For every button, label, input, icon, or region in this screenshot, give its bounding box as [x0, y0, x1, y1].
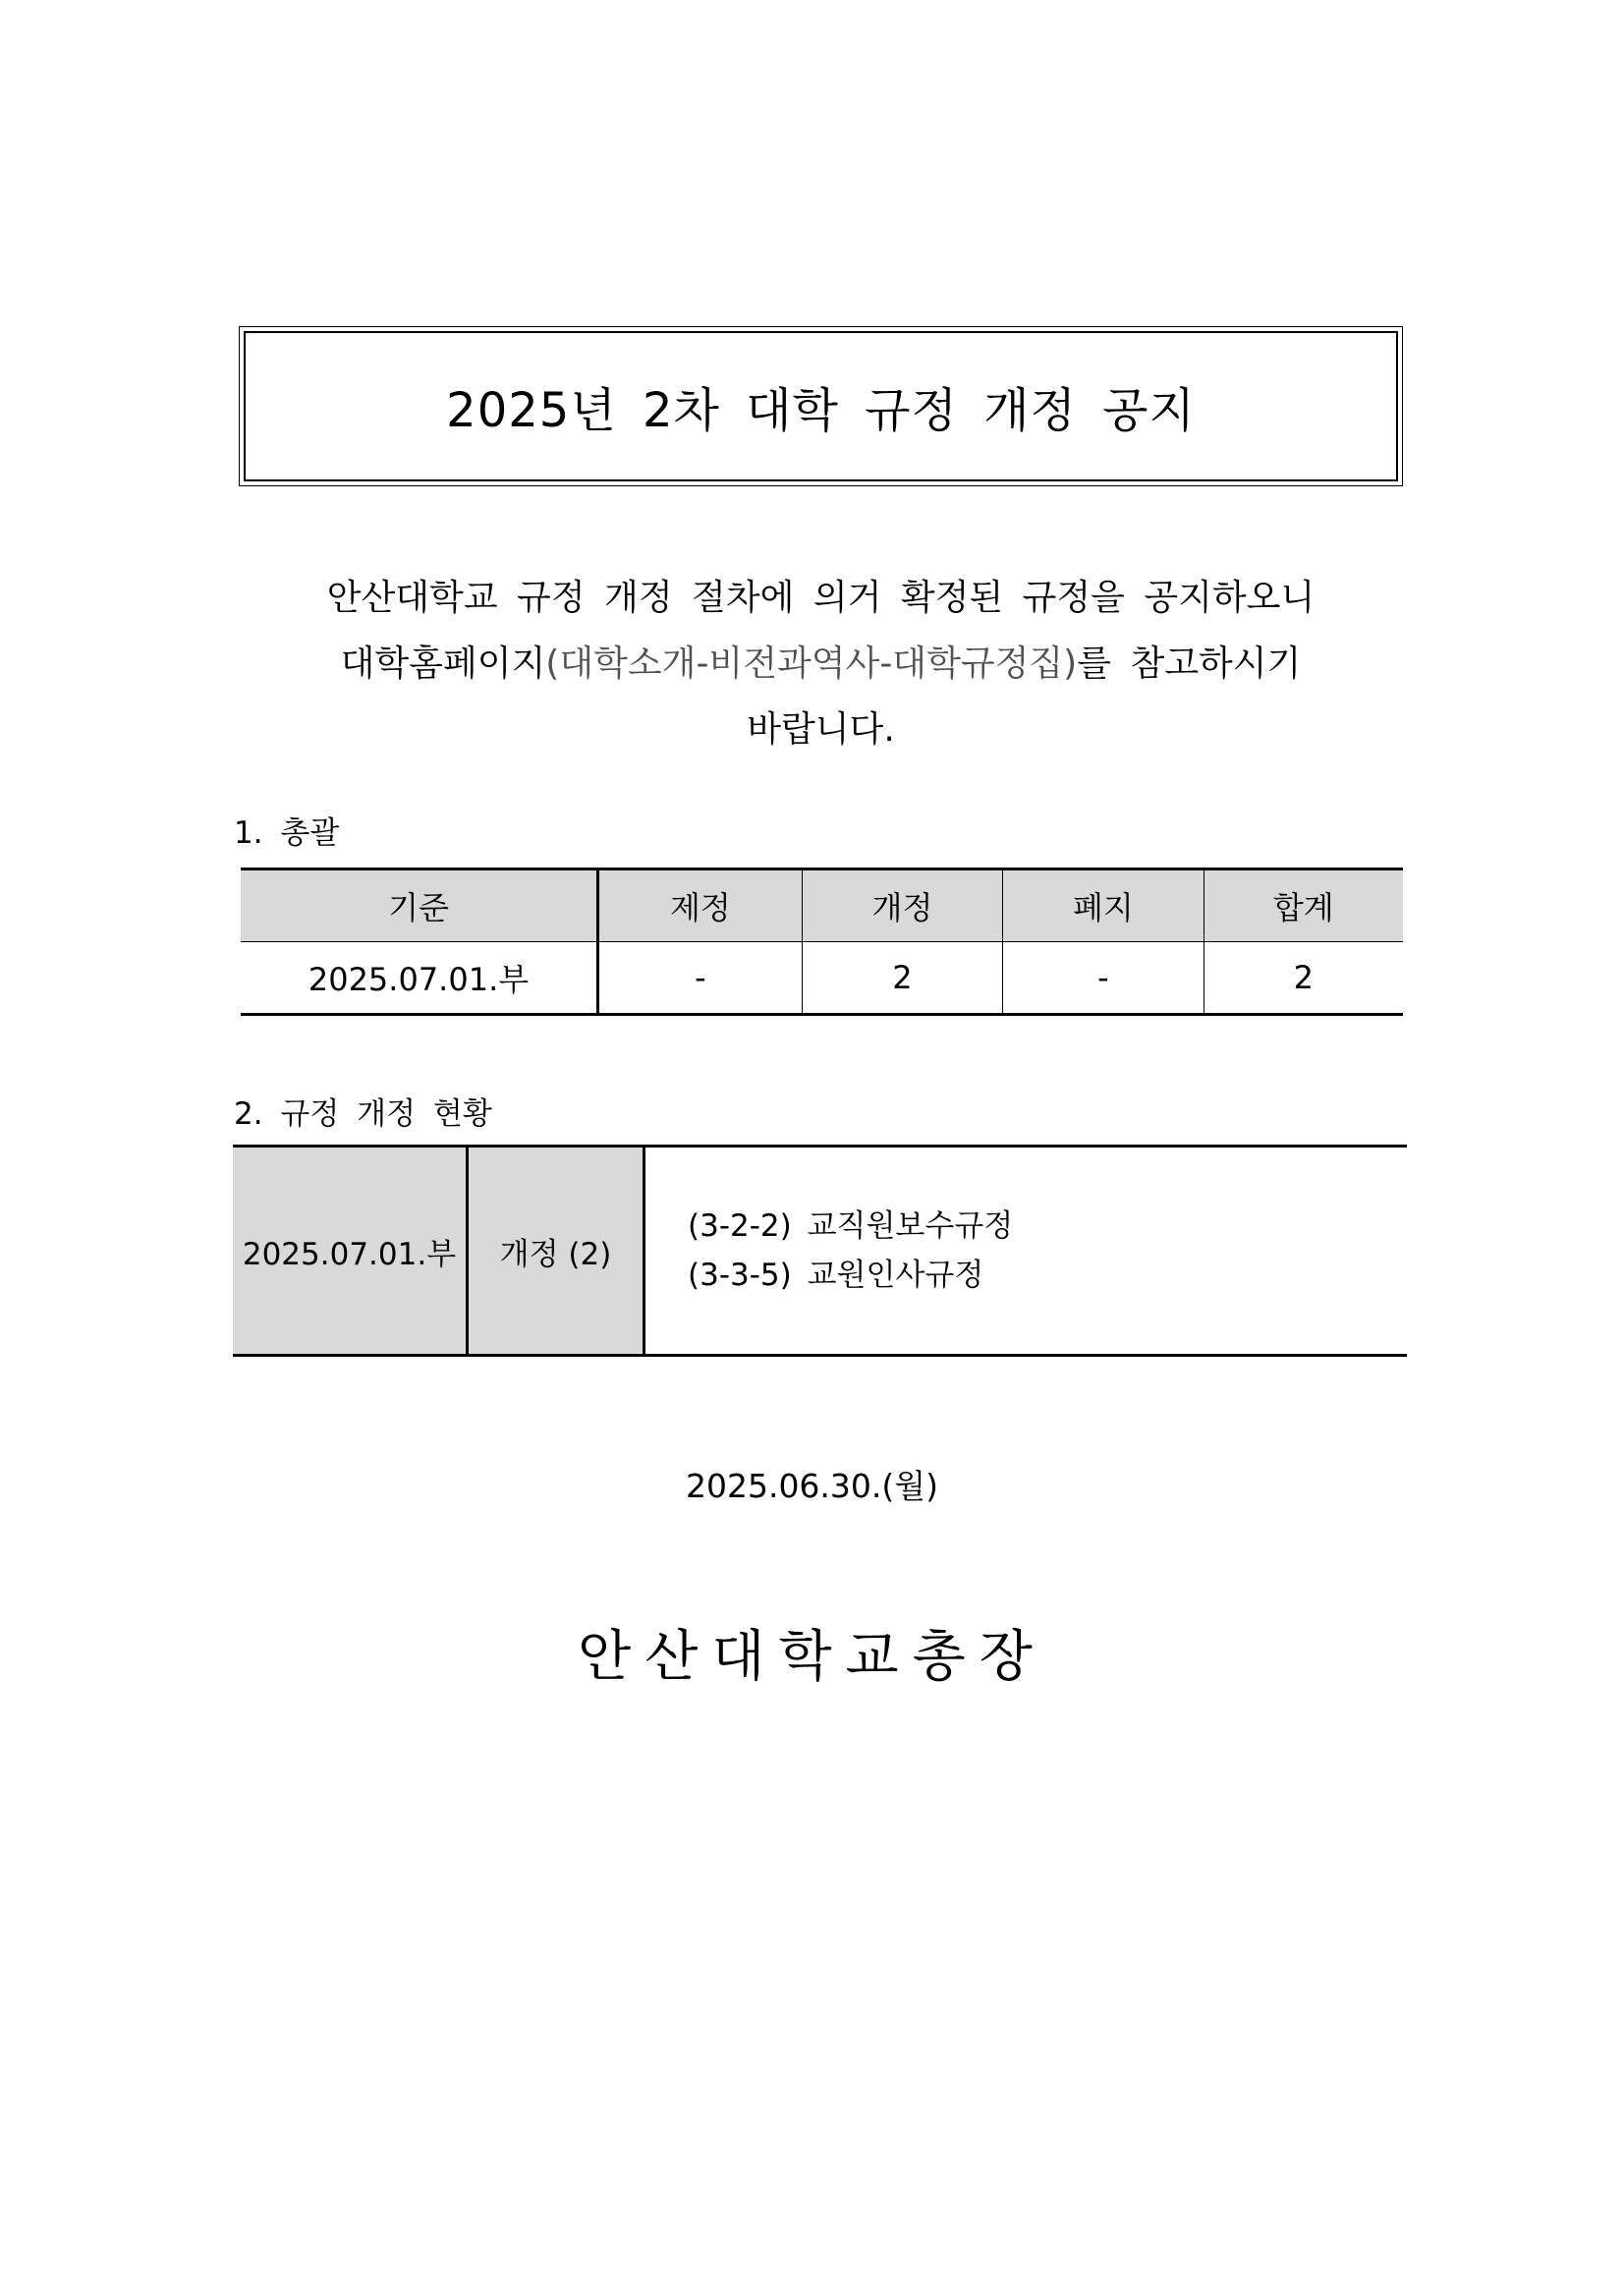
- intro-line-1: 안산대학교 규정 개정 절차에 의거 확정된 규정을 공지하오니: [326, 578, 1316, 618]
- status-type-cell: 개정 (2): [468, 1147, 644, 1356]
- header-revision: 개정: [802, 869, 1002, 942]
- status-table: [233, 1145, 1407, 1357]
- list-item: (3-2-2) 교직원보수규정: [688, 1208, 1014, 1244]
- intro-line-2: [239, 631, 1403, 697]
- intro-homepage-text: 대학홈페이지: [340, 644, 546, 684]
- section-summary-heading: 1. 총괄: [234, 815, 340, 851]
- page-title: 2025년 2차 대학 규정 개정 공지: [446, 383, 1196, 438]
- summary-header-row: [241, 869, 1403, 942]
- cell-total: 2: [1204, 942, 1403, 1015]
- header-enactment: 제정: [598, 869, 803, 942]
- title-box-inner: [244, 331, 1398, 481]
- header-total: 합계: [1204, 869, 1403, 942]
- intro-site-path: (대학소개-비전과역사-대학규정집): [545, 644, 1078, 684]
- list-item: (3-3-5) 교원인사규정: [688, 1258, 984, 1293]
- cell-basis: 2025.07.01.부: [241, 942, 598, 1015]
- summary-table: [241, 868, 1403, 1016]
- document-date: 2025.06.30.(월): [685, 1467, 939, 1505]
- cell-enactment: -: [598, 942, 803, 1015]
- signature: 안산대학교총장: [578, 1625, 1046, 1689]
- summary-data-row: [241, 942, 1403, 1015]
- intro-line-3: 바랍니다.: [747, 709, 895, 750]
- cell-repeal: -: [1003, 942, 1204, 1015]
- intro-reference-text: 를 참고하시기: [1077, 644, 1302, 684]
- cell-revision: 2: [802, 942, 1002, 1015]
- status-row: [233, 1147, 1407, 1356]
- section-status-heading: 2. 규정 개정 현황: [234, 1096, 492, 1132]
- title-box: [239, 326, 1403, 486]
- header-basis: 기준: [241, 869, 598, 942]
- intro-paragraph: [239, 565, 1403, 762]
- header-repeal: 폐지: [1003, 869, 1204, 942]
- status-list-cell: [644, 1147, 1408, 1356]
- status-date-cell: 2025.07.01.부: [233, 1147, 468, 1356]
